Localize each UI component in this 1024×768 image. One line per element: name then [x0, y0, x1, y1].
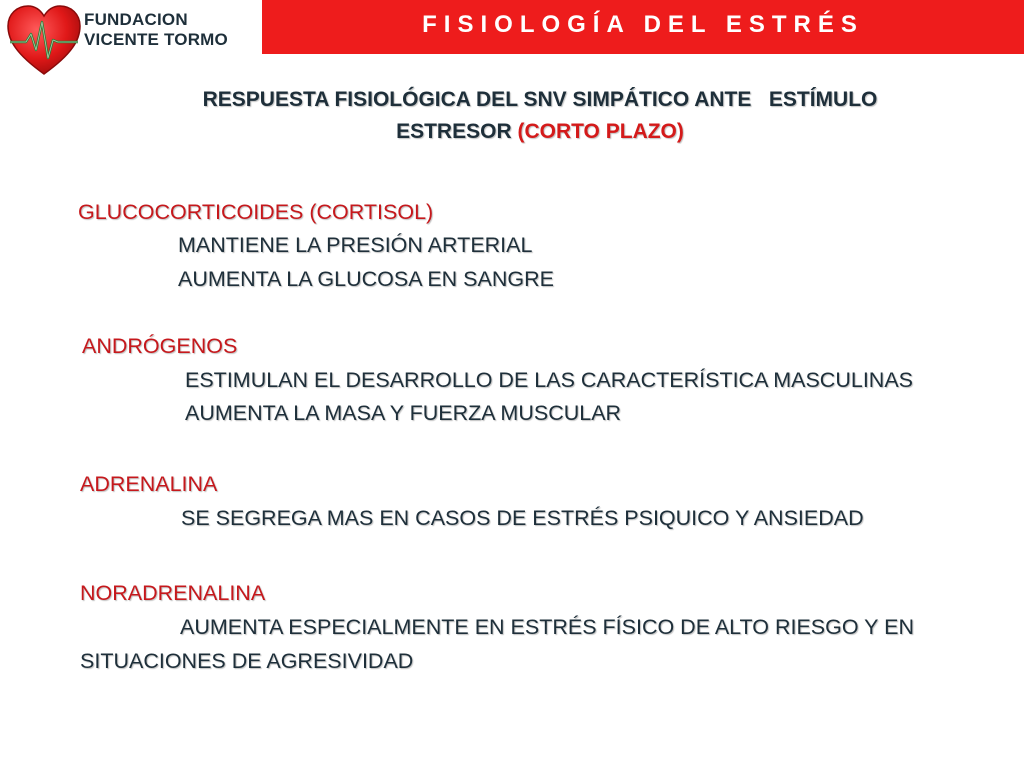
section-line: ESTIMULAN EL DESARROLLO DE LAS CARACTERÍSTICA MASCULINAS	[185, 368, 913, 392]
subtitle-line-2	[120, 116, 960, 148]
section-line: AUMENTA LA GLUCOSA EN SANGRE	[178, 267, 554, 291]
section-line: AUMENTA LA MASA Y FUERZA MUSCULAR	[185, 401, 622, 425]
logo-line-2: VICENTE TORMO	[84, 30, 228, 49]
logo-line-1: FUNDACION	[84, 10, 188, 29]
section-line: SE SEGREGA MAS EN CASOS DE ESTRÉS PSIQUICO Y ANSIEDAD	[181, 506, 864, 530]
logo-text	[84, 10, 228, 50]
subtitle-line-2-main: ESTRESOR	[396, 120, 518, 143]
section-heading-androgenos: ANDRÓGENOS	[82, 334, 238, 358]
subtitle	[120, 84, 960, 148]
section-heading-noradrenalina: NORADRENALINA	[80, 581, 266, 605]
section-line: MANTIENE LA PRESIÓN ARTERIAL	[178, 233, 533, 257]
section-line: AUMENTA ESPECIALMENTE EN ESTRÉS FÍSICO DE ALTO RIESGO Y EN	[180, 615, 914, 639]
section-heading-glucocorticoides: GLUCOCORTICOIDES (CORTISOL)	[78, 200, 434, 224]
section-line: SITUACIONES DE AGRESIVIDAD	[80, 649, 414, 673]
page-title: FISIOLOGÍA DEL ESTRÉS	[422, 11, 864, 38]
subtitle-accent: (CORTO PLAZO)	[517, 120, 684, 143]
title-bar	[262, 0, 1024, 54]
logo	[6, 4, 236, 78]
subtitle-line-1: RESPUESTA FISIOLÓGICA DEL SNV SIMPÁTICO ANTE ESTÍMULO	[202, 88, 878, 111]
heart-ecg-icon	[6, 4, 82, 78]
section-heading-adrenalina: ADRENALINA	[80, 472, 218, 496]
